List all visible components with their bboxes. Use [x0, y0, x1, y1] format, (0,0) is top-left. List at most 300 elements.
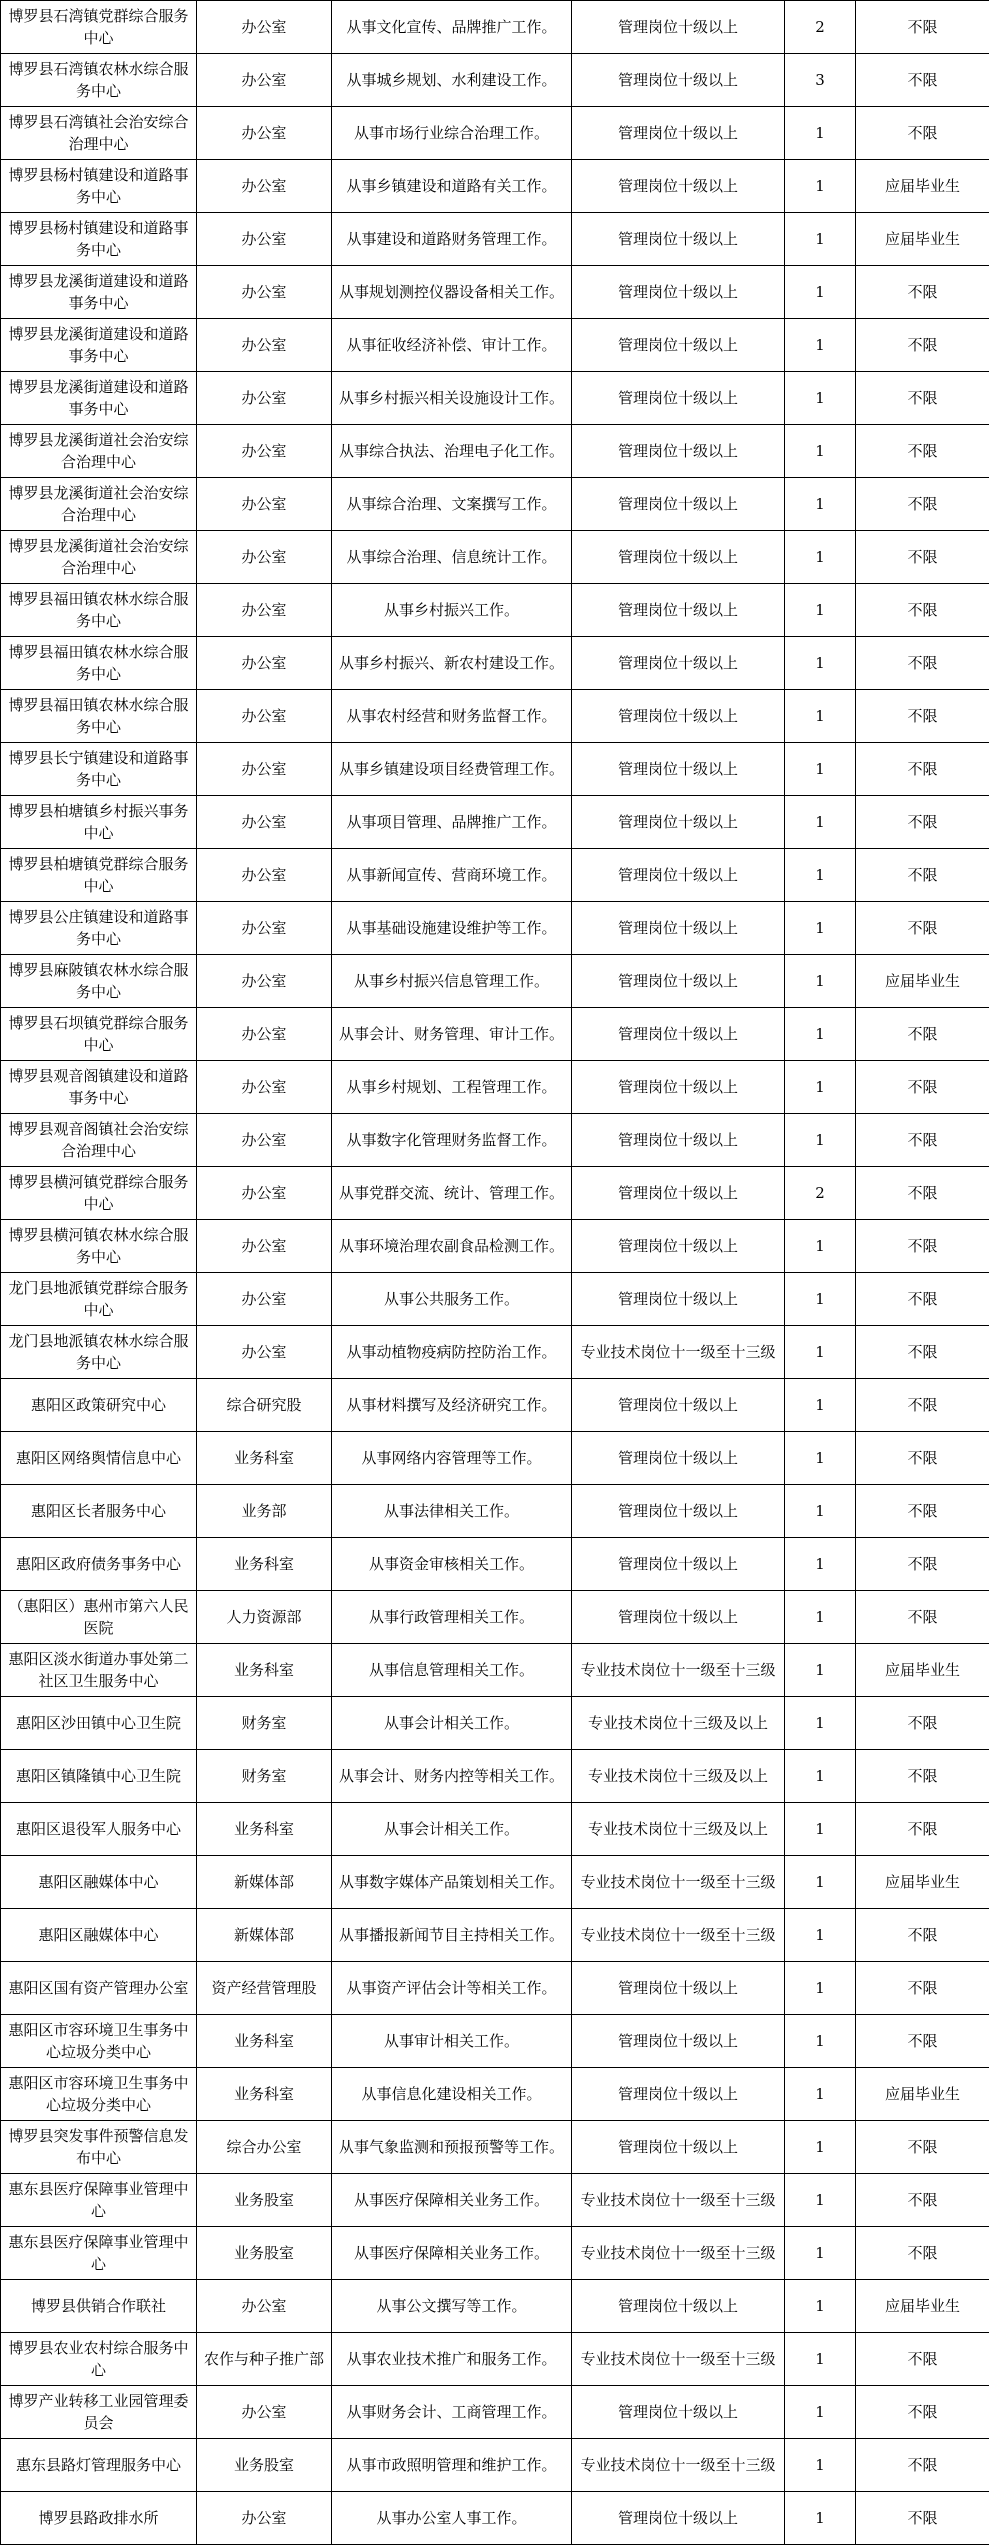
table-row	[1, 902, 989, 955]
level-cell: 管理岗位十级以上	[572, 1432, 785, 1485]
duty-cell: 从事会计相关工作。	[332, 1803, 572, 1856]
department-cell: 办公室	[197, 955, 332, 1008]
duty-cell: 从事规划测控仪器设备相关工作。	[332, 266, 572, 319]
department-cell: 办公室	[197, 372, 332, 425]
department-cell: 办公室	[197, 2492, 332, 2545]
level-cell: 管理岗位十级以上	[572, 2121, 785, 2174]
level-cell: 专业技术岗位十一级至十三级	[572, 1856, 785, 1909]
unit-cell: 惠阳区市容环境卫生事务中心垃圾分类中心	[1, 2068, 197, 2121]
duty-cell: 从事动植物疫病防控防治工作。	[332, 1326, 572, 1379]
department-cell: 办公室	[197, 1061, 332, 1114]
duty-cell: 从事市场行业综合治理工作。	[332, 107, 572, 160]
table-row	[1, 107, 989, 160]
level-cell: 管理岗位十级以上	[572, 2386, 785, 2439]
requirement-cell: 不限	[856, 743, 989, 796]
level-cell: 专业技术岗位十一级至十三级	[572, 2227, 785, 2280]
table-row	[1, 849, 989, 902]
department-cell: 办公室	[197, 1, 332, 54]
duty-cell: 从事新闻宣传、营商环境工作。	[332, 849, 572, 902]
duty-cell: 从事办公室人事工作。	[332, 2492, 572, 2545]
level-cell: 管理岗位十级以上	[572, 1273, 785, 1326]
requirement-cell: 不限	[856, 1697, 989, 1750]
level-cell: 管理岗位十级以上	[572, 637, 785, 690]
level-cell: 专业技术岗位十三级及以上	[572, 1697, 785, 1750]
department-cell: 业务科室	[197, 1538, 332, 1591]
level-cell: 管理岗位十级以上	[572, 1, 785, 54]
count-cell: 1	[785, 584, 856, 637]
table-row	[1, 1962, 989, 2015]
unit-cell: 惠阳区国有资产管理办公室	[1, 1962, 197, 2015]
requirement-cell: 应届毕业生	[856, 1856, 989, 1909]
level-cell: 管理岗位十级以上	[572, 531, 785, 584]
duty-cell: 从事网络内容管理等工作。	[332, 1432, 572, 1485]
table-row	[1, 1803, 989, 1856]
department-cell: 办公室	[197, 266, 332, 319]
department-cell: 办公室	[197, 213, 332, 266]
department-cell: 办公室	[197, 796, 332, 849]
unit-cell: 惠阳区市容环境卫生事务中心垃圾分类中心	[1, 2015, 197, 2068]
level-cell: 管理岗位十级以上	[572, 1538, 785, 1591]
level-cell: 管理岗位十级以上	[572, 955, 785, 1008]
level-cell: 专业技术岗位十一级至十三级	[572, 2439, 785, 2492]
requirement-cell: 不限	[856, 1273, 989, 1326]
department-cell: 办公室	[197, 2280, 332, 2333]
requirement-cell: 不限	[856, 531, 989, 584]
unit-cell: 博罗县龙溪街道建设和道路事务中心	[1, 319, 197, 372]
unit-cell: 博罗县龙溪街道社会治安综合治理中心	[1, 478, 197, 531]
duty-cell: 从事征收经济补偿、审计工作。	[332, 319, 572, 372]
department-cell: 办公室	[197, 54, 332, 107]
level-cell: 专业技术岗位十一级至十三级	[572, 1909, 785, 1962]
count-cell: 2	[785, 1, 856, 54]
requirement-cell: 应届毕业生	[856, 213, 989, 266]
duty-cell: 从事乡镇建设项目经费管理工作。	[332, 743, 572, 796]
department-cell: 办公室	[197, 107, 332, 160]
count-cell: 1	[785, 1909, 856, 1962]
requirement-cell: 不限	[856, 2386, 989, 2439]
unit-cell: 博罗县横河镇党群综合服务中心	[1, 1167, 197, 1220]
duty-cell: 从事综合治理、信息统计工作。	[332, 531, 572, 584]
table-row	[1, 2386, 989, 2439]
department-cell: 业务科室	[197, 1432, 332, 1485]
department-cell: 资产经营管理股	[197, 1962, 332, 2015]
count-cell: 1	[785, 1432, 856, 1485]
table-row	[1, 2439, 989, 2492]
level-cell: 管理岗位十级以上	[572, 690, 785, 743]
table-row	[1, 531, 989, 584]
duty-cell: 从事资产评估会计等相关工作。	[332, 1962, 572, 2015]
requirement-cell: 不限	[856, 107, 989, 160]
duty-cell: 从事医疗保障相关业务工作。	[332, 2227, 572, 2280]
department-cell: 办公室	[197, 1114, 332, 1167]
count-cell: 1	[785, 1591, 856, 1644]
unit-cell: 博罗县石湾镇社会治安综合治理中心	[1, 107, 197, 160]
count-cell: 1	[785, 1803, 856, 1856]
count-cell: 1	[785, 425, 856, 478]
level-cell: 管理岗位十级以上	[572, 2068, 785, 2121]
duty-cell: 从事数字化管理财务监督工作。	[332, 1114, 572, 1167]
level-cell: 管理岗位十级以上	[572, 160, 785, 213]
table-row	[1, 319, 989, 372]
duty-cell: 从事综合治理、文案撰写工作。	[332, 478, 572, 531]
unit-cell: 博罗县横河镇农林水综合服务中心	[1, 1220, 197, 1273]
requirement-cell: 不限	[856, 2015, 989, 2068]
requirement-cell: 不限	[856, 796, 989, 849]
duty-cell: 从事财务会计、工商管理工作。	[332, 2386, 572, 2439]
table-row	[1, 1909, 989, 1962]
department-cell: 办公室	[197, 1220, 332, 1273]
count-cell: 1	[785, 1644, 856, 1697]
duty-cell: 从事乡村规划、工程管理工作。	[332, 1061, 572, 1114]
duty-cell: 从事数字媒体产品策划相关工作。	[332, 1856, 572, 1909]
count-cell: 1	[785, 1220, 856, 1273]
table-row	[1, 213, 989, 266]
table-row	[1, 1432, 989, 1485]
duty-cell: 从事乡村振兴工作。	[332, 584, 572, 637]
duty-cell: 从事法律相关工作。	[332, 1485, 572, 1538]
duty-cell: 从事行政管理相关工作。	[332, 1591, 572, 1644]
table-row	[1, 1379, 989, 1432]
level-cell: 管理岗位十级以上	[572, 743, 785, 796]
requirement-cell: 不限	[856, 372, 989, 425]
department-cell: 人力资源部	[197, 1591, 332, 1644]
duty-cell: 从事公文撰写等工作。	[332, 2280, 572, 2333]
count-cell: 1	[785, 319, 856, 372]
duty-cell: 从事乡村振兴、新农村建设工作。	[332, 637, 572, 690]
level-cell: 管理岗位十级以上	[572, 902, 785, 955]
requirement-cell: 不限	[856, 1220, 989, 1273]
unit-cell: 惠阳区退役军人服务中心	[1, 1803, 197, 1856]
table-row	[1, 1485, 989, 1538]
duty-cell: 从事医疗保障相关业务工作。	[332, 2174, 572, 2227]
table-row	[1, 1326, 989, 1379]
table-row	[1, 2333, 989, 2386]
requirement-cell: 不限	[856, 1379, 989, 1432]
unit-cell: 博罗县供销合作联社	[1, 2280, 197, 2333]
department-cell: 办公室	[197, 1008, 332, 1061]
requirement-cell: 应届毕业生	[856, 955, 989, 1008]
count-cell: 1	[785, 796, 856, 849]
duty-cell: 从事项目管理、品牌推广工作。	[332, 796, 572, 849]
unit-cell: 惠阳区沙田镇中心卫生院	[1, 1697, 197, 1750]
count-cell: 1	[785, 2333, 856, 2386]
department-cell: 业务科室	[197, 2015, 332, 2068]
count-cell: 1	[785, 1485, 856, 1538]
count-cell: 1	[785, 2015, 856, 2068]
department-cell: 办公室	[197, 1167, 332, 1220]
level-cell: 专业技术岗位十三级及以上	[572, 1803, 785, 1856]
table-row	[1, 796, 989, 849]
count-cell: 1	[785, 1061, 856, 1114]
department-cell: 综合研究股	[197, 1379, 332, 1432]
level-cell: 管理岗位十级以上	[572, 1114, 785, 1167]
requirement-cell: 应届毕业生	[856, 2068, 989, 2121]
department-cell: 办公室	[197, 902, 332, 955]
department-cell: 综合办公室	[197, 2121, 332, 2174]
table-row	[1, 1697, 989, 1750]
duty-cell: 从事文化宣传、品牌推广工作。	[332, 1, 572, 54]
requirement-cell: 不限	[856, 1803, 989, 1856]
duty-cell: 从事农业技术推广和服务工作。	[332, 2333, 572, 2386]
requirement-cell: 不限	[856, 1061, 989, 1114]
table-row	[1, 2121, 989, 2174]
unit-cell: 博罗县福田镇农林水综合服务中心	[1, 690, 197, 743]
table-row	[1, 743, 989, 796]
count-cell: 1	[785, 478, 856, 531]
table-row	[1, 2227, 989, 2280]
table-row	[1, 425, 989, 478]
count-cell: 1	[785, 2386, 856, 2439]
requirement-cell: 不限	[856, 1, 989, 54]
requirement-cell: 不限	[856, 1326, 989, 1379]
level-cell: 管理岗位十级以上	[572, 1167, 785, 1220]
unit-cell: 博罗县长宁镇建设和道路事务中心	[1, 743, 197, 796]
unit-cell: 博罗县公庄镇建设和道路事务中心	[1, 902, 197, 955]
count-cell: 1	[785, 531, 856, 584]
department-cell: 新媒体部	[197, 1909, 332, 1962]
table-row	[1, 1008, 989, 1061]
department-cell: 办公室	[197, 2386, 332, 2439]
department-cell: 新媒体部	[197, 1856, 332, 1909]
level-cell: 管理岗位十级以上	[572, 372, 785, 425]
table-row	[1, 1750, 989, 1803]
department-cell: 办公室	[197, 637, 332, 690]
unit-cell: 惠阳区融媒体中心	[1, 1856, 197, 1909]
count-cell: 1	[785, 1008, 856, 1061]
count-cell: 1	[785, 1379, 856, 1432]
department-cell: 办公室	[197, 849, 332, 902]
requirement-cell: 不限	[856, 1485, 989, 1538]
duty-cell: 从事乡村振兴相关设施设计工作。	[332, 372, 572, 425]
unit-cell: 博罗县石坝镇党群综合服务中心	[1, 1008, 197, 1061]
duty-cell: 从事公共服务工作。	[332, 1273, 572, 1326]
department-cell: 财务室	[197, 1750, 332, 1803]
unit-cell: 惠东县医疗保障事业管理中心	[1, 2174, 197, 2227]
count-cell: 1	[785, 2439, 856, 2492]
table-row	[1, 1220, 989, 1273]
count-cell: 1	[785, 2121, 856, 2174]
count-cell: 1	[785, 2492, 856, 2545]
department-cell: 办公室	[197, 319, 332, 372]
unit-cell: 博罗县石湾镇农林水综合服务中心	[1, 54, 197, 107]
table-row	[1, 2174, 989, 2227]
requirement-cell: 不限	[856, 849, 989, 902]
level-cell: 管理岗位十级以上	[572, 1962, 785, 2015]
department-cell: 办公室	[197, 531, 332, 584]
table-row	[1, 1114, 989, 1167]
unit-cell: 惠东县路灯管理服务中心	[1, 2439, 197, 2492]
requirement-cell: 不限	[856, 1538, 989, 1591]
count-cell: 1	[785, 1697, 856, 1750]
department-cell: 业务部	[197, 1485, 332, 1538]
requirement-cell: 不限	[856, 1432, 989, 1485]
count-cell: 2	[785, 1167, 856, 1220]
count-cell: 1	[785, 266, 856, 319]
requirement-cell: 不限	[856, 2333, 989, 2386]
department-cell: 业务科室	[197, 1803, 332, 1856]
department-cell: 办公室	[197, 478, 332, 531]
unit-cell: 惠阳区网络舆情信息中心	[1, 1432, 197, 1485]
unit-cell: 博罗县柏塘镇乡村振兴事务中心	[1, 796, 197, 849]
level-cell: 管理岗位十级以上	[572, 1220, 785, 1273]
department-cell: 办公室	[197, 425, 332, 478]
count-cell: 1	[785, 2068, 856, 2121]
unit-cell: 博罗县龙溪街道社会治安综合治理中心	[1, 531, 197, 584]
table-row	[1, 372, 989, 425]
unit-cell: 博罗县农业农村综合服务中心	[1, 2333, 197, 2386]
requirement-cell: 不限	[856, 2227, 989, 2280]
requirement-cell: 不限	[856, 2174, 989, 2227]
requirement-cell: 应届毕业生	[856, 160, 989, 213]
unit-cell: 博罗县福田镇农林水综合服务中心	[1, 637, 197, 690]
unit-cell: 惠阳区长者服务中心	[1, 1485, 197, 1538]
duty-cell: 从事会计、财务内控等相关工作。	[332, 1750, 572, 1803]
unit-cell: 博罗县福田镇农林水综合服务中心	[1, 584, 197, 637]
duty-cell: 从事气象监测和预报预警等工作。	[332, 2121, 572, 2174]
level-cell: 管理岗位十级以上	[572, 2280, 785, 2333]
table-row	[1, 584, 989, 637]
duty-cell: 从事乡镇建设和道路有关工作。	[332, 160, 572, 213]
department-cell: 办公室	[197, 743, 332, 796]
count-cell: 1	[785, 849, 856, 902]
unit-cell: 博罗县麻陂镇农林水综合服务中心	[1, 955, 197, 1008]
table-row	[1, 1273, 989, 1326]
level-cell: 专业技术岗位十一级至十三级	[572, 1644, 785, 1697]
level-cell: 管理岗位十级以上	[572, 2015, 785, 2068]
level-cell: 管理岗位十级以上	[572, 425, 785, 478]
unit-cell: 博罗县突发事件预警信息发布中心	[1, 2121, 197, 2174]
count-cell: 1	[785, 160, 856, 213]
department-cell: 业务科室	[197, 1644, 332, 1697]
requirement-cell: 不限	[856, 319, 989, 372]
requirement-cell: 不限	[856, 1591, 989, 1644]
duty-cell: 从事审计相关工作。	[332, 2015, 572, 2068]
duty-cell: 从事会计相关工作。	[332, 1697, 572, 1750]
requirement-cell: 不限	[856, 1167, 989, 1220]
count-cell: 1	[785, 2174, 856, 2227]
duty-cell: 从事建设和道路财务管理工作。	[332, 213, 572, 266]
requirement-cell: 不限	[856, 1909, 989, 1962]
unit-cell: 惠阳区政府债务事务中心	[1, 1538, 197, 1591]
level-cell: 专业技术岗位十一级至十三级	[572, 2174, 785, 2227]
table-row	[1, 1167, 989, 1220]
table-row	[1, 2280, 989, 2333]
count-cell: 1	[785, 1326, 856, 1379]
count-cell: 1	[785, 107, 856, 160]
table-row	[1, 690, 989, 743]
duty-cell: 从事乡村振兴信息管理工作。	[332, 955, 572, 1008]
table-row	[1, 2068, 989, 2121]
count-cell: 1	[785, 1962, 856, 2015]
duty-cell: 从事农村经营和财务监督工作。	[332, 690, 572, 743]
requirement-cell: 不限	[856, 2492, 989, 2545]
level-cell: 管理岗位十级以上	[572, 54, 785, 107]
count-cell: 1	[785, 213, 856, 266]
requirement-cell: 应届毕业生	[856, 1644, 989, 1697]
count-cell: 1	[785, 637, 856, 690]
count-cell: 1	[785, 902, 856, 955]
unit-cell: 博罗县路政排水所	[1, 2492, 197, 2545]
job-table-body	[1, 1, 989, 2545]
unit-cell: 博罗县龙溪街道建设和道路事务中心	[1, 372, 197, 425]
department-cell: 业务科室	[197, 2068, 332, 2121]
department-cell: 业务股室	[197, 2174, 332, 2227]
unit-cell: 博罗县杨村镇建设和道路事务中心	[1, 213, 197, 266]
unit-cell: 龙门县地派镇农林水综合服务中心	[1, 1326, 197, 1379]
requirement-cell: 不限	[856, 2439, 989, 2492]
level-cell: 管理岗位十级以上	[572, 266, 785, 319]
unit-cell: 博罗产业转移工业园管理委员会	[1, 2386, 197, 2439]
unit-cell: （惠阳区）惠州市第六人民医院	[1, 1591, 197, 1644]
table-row	[1, 955, 989, 1008]
requirement-cell: 不限	[856, 1962, 989, 2015]
table-row	[1, 1061, 989, 1114]
duty-cell: 从事材料撰写及经济研究工作。	[332, 1379, 572, 1432]
level-cell: 专业技术岗位十三级及以上	[572, 1750, 785, 1803]
level-cell: 管理岗位十级以上	[572, 1061, 785, 1114]
level-cell: 管理岗位十级以上	[572, 2492, 785, 2545]
level-cell: 管理岗位十级以上	[572, 1008, 785, 1061]
requirement-cell: 不限	[856, 1114, 989, 1167]
level-cell: 管理岗位十级以上	[572, 1485, 785, 1538]
count-cell: 1	[785, 743, 856, 796]
table-row	[1, 637, 989, 690]
count-cell: 1	[785, 1273, 856, 1326]
department-cell: 办公室	[197, 160, 332, 213]
requirement-cell: 不限	[856, 637, 989, 690]
level-cell: 管理岗位十级以上	[572, 1379, 785, 1432]
unit-cell: 龙门县地派镇党群综合服务中心	[1, 1273, 197, 1326]
duty-cell: 从事会计、财务管理、审计工作。	[332, 1008, 572, 1061]
duty-cell: 从事环境治理农副食品检测工作。	[332, 1220, 572, 1273]
department-cell: 办公室	[197, 690, 332, 743]
count-cell: 1	[785, 2227, 856, 2280]
requirement-cell: 不限	[856, 584, 989, 637]
level-cell: 管理岗位十级以上	[572, 584, 785, 637]
table-row	[1, 1, 989, 54]
duty-cell: 从事资金审核相关工作。	[332, 1538, 572, 1591]
level-cell: 管理岗位十级以上	[572, 796, 785, 849]
department-cell: 办公室	[197, 1273, 332, 1326]
unit-cell: 惠阳区镇隆镇中心卫生院	[1, 1750, 197, 1803]
requirement-cell: 应届毕业生	[856, 2280, 989, 2333]
unit-cell: 惠阳区政策研究中心	[1, 1379, 197, 1432]
table-row	[1, 2015, 989, 2068]
table-row	[1, 1591, 989, 1644]
table-row	[1, 2492, 989, 2545]
duty-cell: 从事城乡规划、水利建设工作。	[332, 54, 572, 107]
department-cell: 业务股室	[197, 2439, 332, 2492]
duty-cell: 从事市政照明管理和维护工作。	[332, 2439, 572, 2492]
table-row	[1, 160, 989, 213]
level-cell: 管理岗位十级以上	[572, 213, 785, 266]
count-cell: 1	[785, 1750, 856, 1803]
unit-cell: 惠阳区融媒体中心	[1, 1909, 197, 1962]
count-cell: 1	[785, 1538, 856, 1591]
department-cell: 业务股室	[197, 2227, 332, 2280]
unit-cell: 博罗县观音阁镇社会治安综合治理中心	[1, 1114, 197, 1167]
count-cell: 1	[785, 2280, 856, 2333]
count-cell: 1	[785, 1114, 856, 1167]
level-cell: 管理岗位十级以上	[572, 849, 785, 902]
level-cell: 管理岗位十级以上	[572, 319, 785, 372]
department-cell: 农作与种子推广部	[197, 2333, 332, 2386]
requirement-cell: 不限	[856, 266, 989, 319]
duty-cell: 从事基础设施建设维护等工作。	[332, 902, 572, 955]
requirement-cell: 不限	[856, 2121, 989, 2174]
requirement-cell: 不限	[856, 902, 989, 955]
requirement-cell: 不限	[856, 1008, 989, 1061]
